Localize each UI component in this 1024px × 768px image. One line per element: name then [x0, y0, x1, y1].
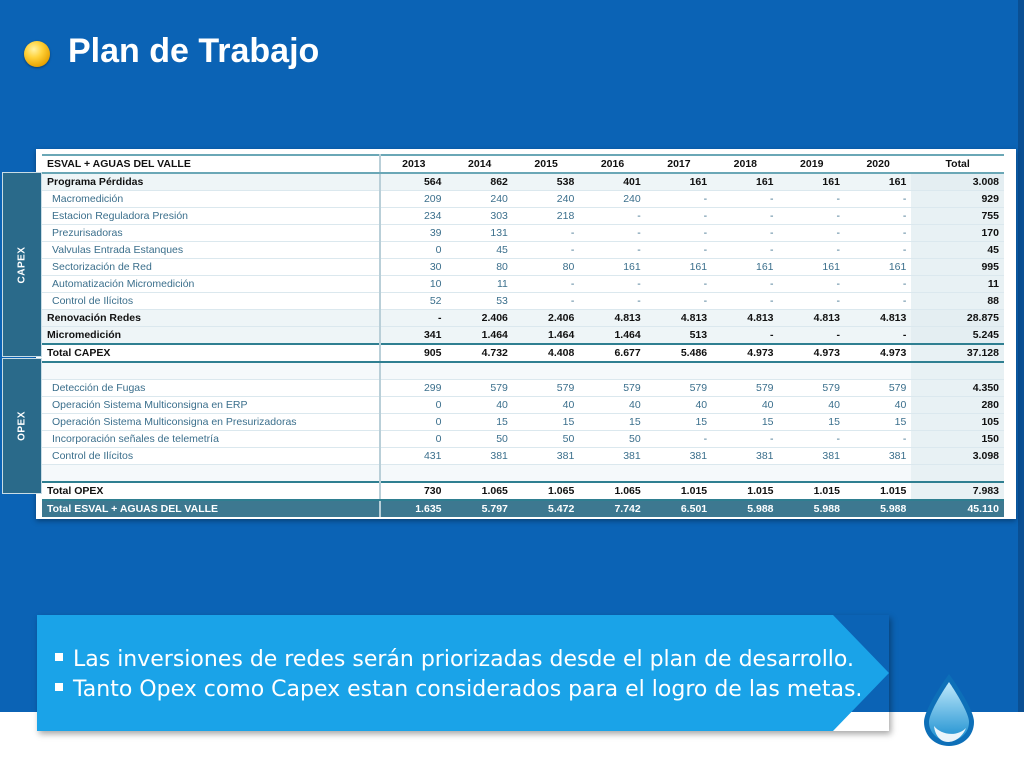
row-value: 40: [513, 397, 579, 414]
row-value: 15: [845, 414, 911, 431]
table-row: [42, 362, 1004, 380]
row-value: 5.988: [845, 500, 911, 517]
row-value: 15: [513, 414, 579, 431]
row-value: 5.472: [513, 500, 579, 517]
opex-section-label: [2, 358, 42, 494]
row-total: 755: [911, 208, 1004, 225]
row-value: -: [646, 242, 712, 259]
row-value: [513, 362, 579, 380]
capex-section-label: [2, 172, 42, 357]
row-value: 4.813: [579, 310, 645, 327]
row-value: 50: [579, 431, 645, 448]
header-label: ESVAL + AGUAS DEL VALLE: [42, 155, 380, 173]
table-row: [42, 380, 1004, 397]
row-value: 1.015: [712, 482, 778, 500]
row-value: [779, 362, 845, 380]
row-value: -: [845, 191, 911, 208]
investment-table: [42, 154, 1004, 517]
row-value: 5.797: [447, 500, 513, 517]
row-value: -: [579, 225, 645, 242]
table-header-row: [42, 155, 1004, 173]
row-value: 240: [513, 191, 579, 208]
row-value: 15: [579, 414, 645, 431]
row-total: 929: [911, 191, 1004, 208]
row-value: 905: [380, 344, 446, 362]
row-value: 341: [380, 327, 446, 345]
row-value: 1.065: [447, 482, 513, 500]
row-value: 381: [513, 448, 579, 465]
row-value: -: [779, 293, 845, 310]
table-row: [42, 259, 1004, 276]
row-value: -: [646, 431, 712, 448]
row-total: 280: [911, 397, 1004, 414]
row-value: 161: [579, 259, 645, 276]
row-value: -: [646, 225, 712, 242]
row-value: -: [712, 242, 778, 259]
row-value: 1.015: [646, 482, 712, 500]
table-row: [42, 448, 1004, 465]
row-value: 15: [646, 414, 712, 431]
row-value: 40: [845, 397, 911, 414]
row-value: -: [513, 242, 579, 259]
row-value: 80: [447, 259, 513, 276]
row-value: 381: [646, 448, 712, 465]
row-total: 170: [911, 225, 1004, 242]
row-total: 45.110: [911, 500, 1004, 517]
row-value: 161: [646, 173, 712, 191]
row-value: 401: [579, 173, 645, 191]
row-value: 381: [712, 448, 778, 465]
row-value: 381: [579, 448, 645, 465]
row-value: -: [779, 431, 845, 448]
row-value: -: [646, 293, 712, 310]
row-value: 50: [513, 431, 579, 448]
row-value: 6.501: [646, 500, 712, 517]
row-value: 1.464: [513, 327, 579, 345]
capex-label-text: CAPEX: [16, 246, 28, 283]
row-label: Estacion Reguladora Presión: [42, 208, 380, 225]
row-value: [579, 465, 645, 483]
row-value: 161: [712, 259, 778, 276]
row-value: 381: [447, 448, 513, 465]
row-value: 53: [447, 293, 513, 310]
row-value: [447, 465, 513, 483]
row-value: 299: [380, 380, 446, 397]
table-row: [42, 225, 1004, 242]
row-value: -: [646, 276, 712, 293]
row-value: 1.065: [513, 482, 579, 500]
row-total: 150: [911, 431, 1004, 448]
row-value: 40: [646, 397, 712, 414]
row-value: 240: [447, 191, 513, 208]
square-bullet-icon: [55, 653, 63, 661]
row-total: [911, 465, 1004, 483]
row-value: -: [779, 327, 845, 345]
row-total: 28.875: [911, 310, 1004, 327]
row-value: 303: [447, 208, 513, 225]
row-label: Valvulas Entrada Estanques: [42, 242, 380, 259]
row-value: 862: [447, 173, 513, 191]
row-value: -: [779, 208, 845, 225]
row-label: Control de Ilícitos: [42, 293, 380, 310]
row-value: 161: [712, 173, 778, 191]
row-label: Programa Pérdidas: [42, 173, 380, 191]
row-value: 1.065: [579, 482, 645, 500]
row-value: [646, 362, 712, 380]
row-value: -: [646, 191, 712, 208]
callout-bullet: Tanto Opex como Capex estan considerados para el logro de las metas.: [55, 675, 862, 705]
row-value: -: [513, 276, 579, 293]
row-label: Incorporación señales de telemetría: [42, 431, 380, 448]
row-label: Detección de Fugas: [42, 380, 380, 397]
callout-bullet-list: [55, 645, 862, 705]
row-value: 0: [380, 397, 446, 414]
row-value: 5.486: [646, 344, 712, 362]
callout-bullet: Las inversiones de redes serán priorizadas desde el plan de desarrollo.: [55, 645, 862, 675]
row-value: 131: [447, 225, 513, 242]
row-value: 218: [513, 208, 579, 225]
water-drop-logo-icon: [920, 672, 978, 748]
header-year: 2018: [712, 155, 778, 173]
row-value: [845, 465, 911, 483]
row-total: 7.983: [911, 482, 1004, 500]
table-row: [42, 465, 1004, 483]
row-value: -: [779, 225, 845, 242]
row-value: 381: [845, 448, 911, 465]
row-value: 1.015: [779, 482, 845, 500]
table-row: [42, 293, 1004, 310]
row-value: [579, 362, 645, 380]
row-value: 4.813: [712, 310, 778, 327]
row-value: 1.015: [845, 482, 911, 500]
table-row: [42, 276, 1004, 293]
row-label: [42, 465, 380, 483]
table-row: [42, 431, 1004, 448]
row-value: 579: [646, 380, 712, 397]
row-value: [646, 465, 712, 483]
row-label: Operación Sistema Multiconsigna en Presurizadoras: [42, 414, 380, 431]
row-label: Total CAPEX: [42, 344, 380, 362]
row-value: -: [513, 225, 579, 242]
row-value: 161: [779, 259, 845, 276]
row-value: 11: [447, 276, 513, 293]
row-value: -: [712, 293, 778, 310]
row-value: 579: [447, 380, 513, 397]
table-row: [42, 344, 1004, 362]
table-row: [42, 191, 1004, 208]
row-value: 161: [646, 259, 712, 276]
row-value: 40: [779, 397, 845, 414]
row-value: 40: [447, 397, 513, 414]
row-value: -: [712, 327, 778, 345]
row-total: 3.098: [911, 448, 1004, 465]
header-year: 2016: [579, 155, 645, 173]
row-label: Total OPEX: [42, 482, 380, 500]
row-total: 45: [911, 242, 1004, 259]
row-value: -: [845, 431, 911, 448]
row-total: 995: [911, 259, 1004, 276]
row-value: -: [712, 191, 778, 208]
row-value: 4.408: [513, 344, 579, 362]
table-row: [42, 482, 1004, 500]
row-value: 1.464: [579, 327, 645, 345]
row-value: 579: [513, 380, 579, 397]
row-value: -: [712, 225, 778, 242]
row-value: -: [779, 191, 845, 208]
row-value: 1.464: [447, 327, 513, 345]
row-value: [513, 465, 579, 483]
row-label: Control de Ilícitos: [42, 448, 380, 465]
row-value: -: [579, 293, 645, 310]
row-value: 40: [712, 397, 778, 414]
row-value: 6.677: [579, 344, 645, 362]
row-value: 7.742: [579, 500, 645, 517]
opex-label-text: OPEX: [16, 411, 28, 441]
table-row: [42, 242, 1004, 259]
summary-callout: [37, 615, 889, 731]
row-value: 161: [779, 173, 845, 191]
row-value: 50: [447, 431, 513, 448]
row-value: 564: [380, 173, 446, 191]
row-value: 1.635: [380, 500, 446, 517]
row-total: 105: [911, 414, 1004, 431]
row-label: Total ESVAL + AGUAS DEL VALLE: [42, 500, 380, 517]
row-value: 45: [447, 242, 513, 259]
table-row: [42, 208, 1004, 225]
header-total: Total: [911, 155, 1004, 173]
row-value: 431: [380, 448, 446, 465]
row-total: [911, 362, 1004, 380]
row-value: -: [779, 276, 845, 293]
title-bullet-icon: [24, 41, 50, 67]
row-value: 4.813: [845, 310, 911, 327]
row-value: -: [845, 276, 911, 293]
table-row: [42, 173, 1004, 191]
header-year: 2020: [845, 155, 911, 173]
header-year: 2013: [380, 155, 446, 173]
header-year: 2015: [513, 155, 579, 173]
row-value: 579: [779, 380, 845, 397]
row-value: -: [579, 276, 645, 293]
slide-edge-stripe: [1018, 0, 1024, 712]
row-value: -: [845, 327, 911, 345]
row-value: 579: [845, 380, 911, 397]
row-value: -: [779, 242, 845, 259]
row-value: [845, 362, 911, 380]
row-value: 4.813: [646, 310, 712, 327]
table-row: [42, 500, 1004, 517]
row-value: [380, 362, 446, 380]
page-title: Plan de Trabajo: [68, 32, 320, 70]
row-value: 5.988: [712, 500, 778, 517]
row-value: 30: [380, 259, 446, 276]
row-value: 80: [513, 259, 579, 276]
row-value: 5.988: [779, 500, 845, 517]
row-value: -: [380, 310, 446, 327]
row-value: -: [513, 293, 579, 310]
row-value: 579: [579, 380, 645, 397]
row-value: -: [845, 242, 911, 259]
row-value: 0: [380, 431, 446, 448]
row-label: Macromedición: [42, 191, 380, 208]
row-value: 234: [380, 208, 446, 225]
row-total: 37.128: [911, 344, 1004, 362]
header-year: 2014: [447, 155, 513, 173]
row-label: [42, 362, 380, 380]
row-value: 15: [779, 414, 845, 431]
row-label: Sectorización de Red: [42, 259, 380, 276]
row-total: 5.245: [911, 327, 1004, 345]
square-bullet-icon: [55, 683, 63, 691]
row-total: 11: [911, 276, 1004, 293]
row-value: 161: [845, 173, 911, 191]
row-value: [712, 465, 778, 483]
row-label: Renovación Redes: [42, 310, 380, 327]
row-label: Automatización Micromedición: [42, 276, 380, 293]
row-value: 240: [579, 191, 645, 208]
row-value: -: [712, 276, 778, 293]
table-row: [42, 397, 1004, 414]
row-value: 209: [380, 191, 446, 208]
row-total: 88: [911, 293, 1004, 310]
row-label: Micromedición: [42, 327, 380, 345]
row-value: 4.973: [779, 344, 845, 362]
row-value: 381: [779, 448, 845, 465]
row-value: 10: [380, 276, 446, 293]
row-value: 4.732: [447, 344, 513, 362]
row-value: 579: [712, 380, 778, 397]
table-row: [42, 327, 1004, 345]
row-value: 0: [380, 414, 446, 431]
row-value: -: [845, 293, 911, 310]
row-value: 15: [447, 414, 513, 431]
row-value: -: [845, 225, 911, 242]
row-value: 39: [380, 225, 446, 242]
row-value: -: [712, 208, 778, 225]
row-value: [447, 362, 513, 380]
row-value: 161: [845, 259, 911, 276]
row-label: Operación Sistema Multiconsigna en ERP: [42, 397, 380, 414]
row-value: [380, 465, 446, 483]
row-value: -: [646, 208, 712, 225]
header-year: 2017: [646, 155, 712, 173]
row-value: 52: [380, 293, 446, 310]
row-total: 3.008: [911, 173, 1004, 191]
row-value: -: [845, 208, 911, 225]
row-value: 4.813: [779, 310, 845, 327]
row-value: 538: [513, 173, 579, 191]
row-value: 513: [646, 327, 712, 345]
row-value: 0: [380, 242, 446, 259]
row-value: 730: [380, 482, 446, 500]
row-value: -: [579, 242, 645, 259]
row-value: [779, 465, 845, 483]
header-year: 2019: [779, 155, 845, 173]
row-value: 4.973: [712, 344, 778, 362]
row-total: 4.350: [911, 380, 1004, 397]
table-row: [42, 414, 1004, 431]
row-value: [712, 362, 778, 380]
row-value: -: [579, 208, 645, 225]
row-value: 2.406: [513, 310, 579, 327]
row-value: 2.406: [447, 310, 513, 327]
row-value: 4.973: [845, 344, 911, 362]
row-value: 40: [579, 397, 645, 414]
row-value: -: [712, 431, 778, 448]
row-value: 15: [712, 414, 778, 431]
table-row: [42, 310, 1004, 327]
row-label: Prezurisadoras: [42, 225, 380, 242]
